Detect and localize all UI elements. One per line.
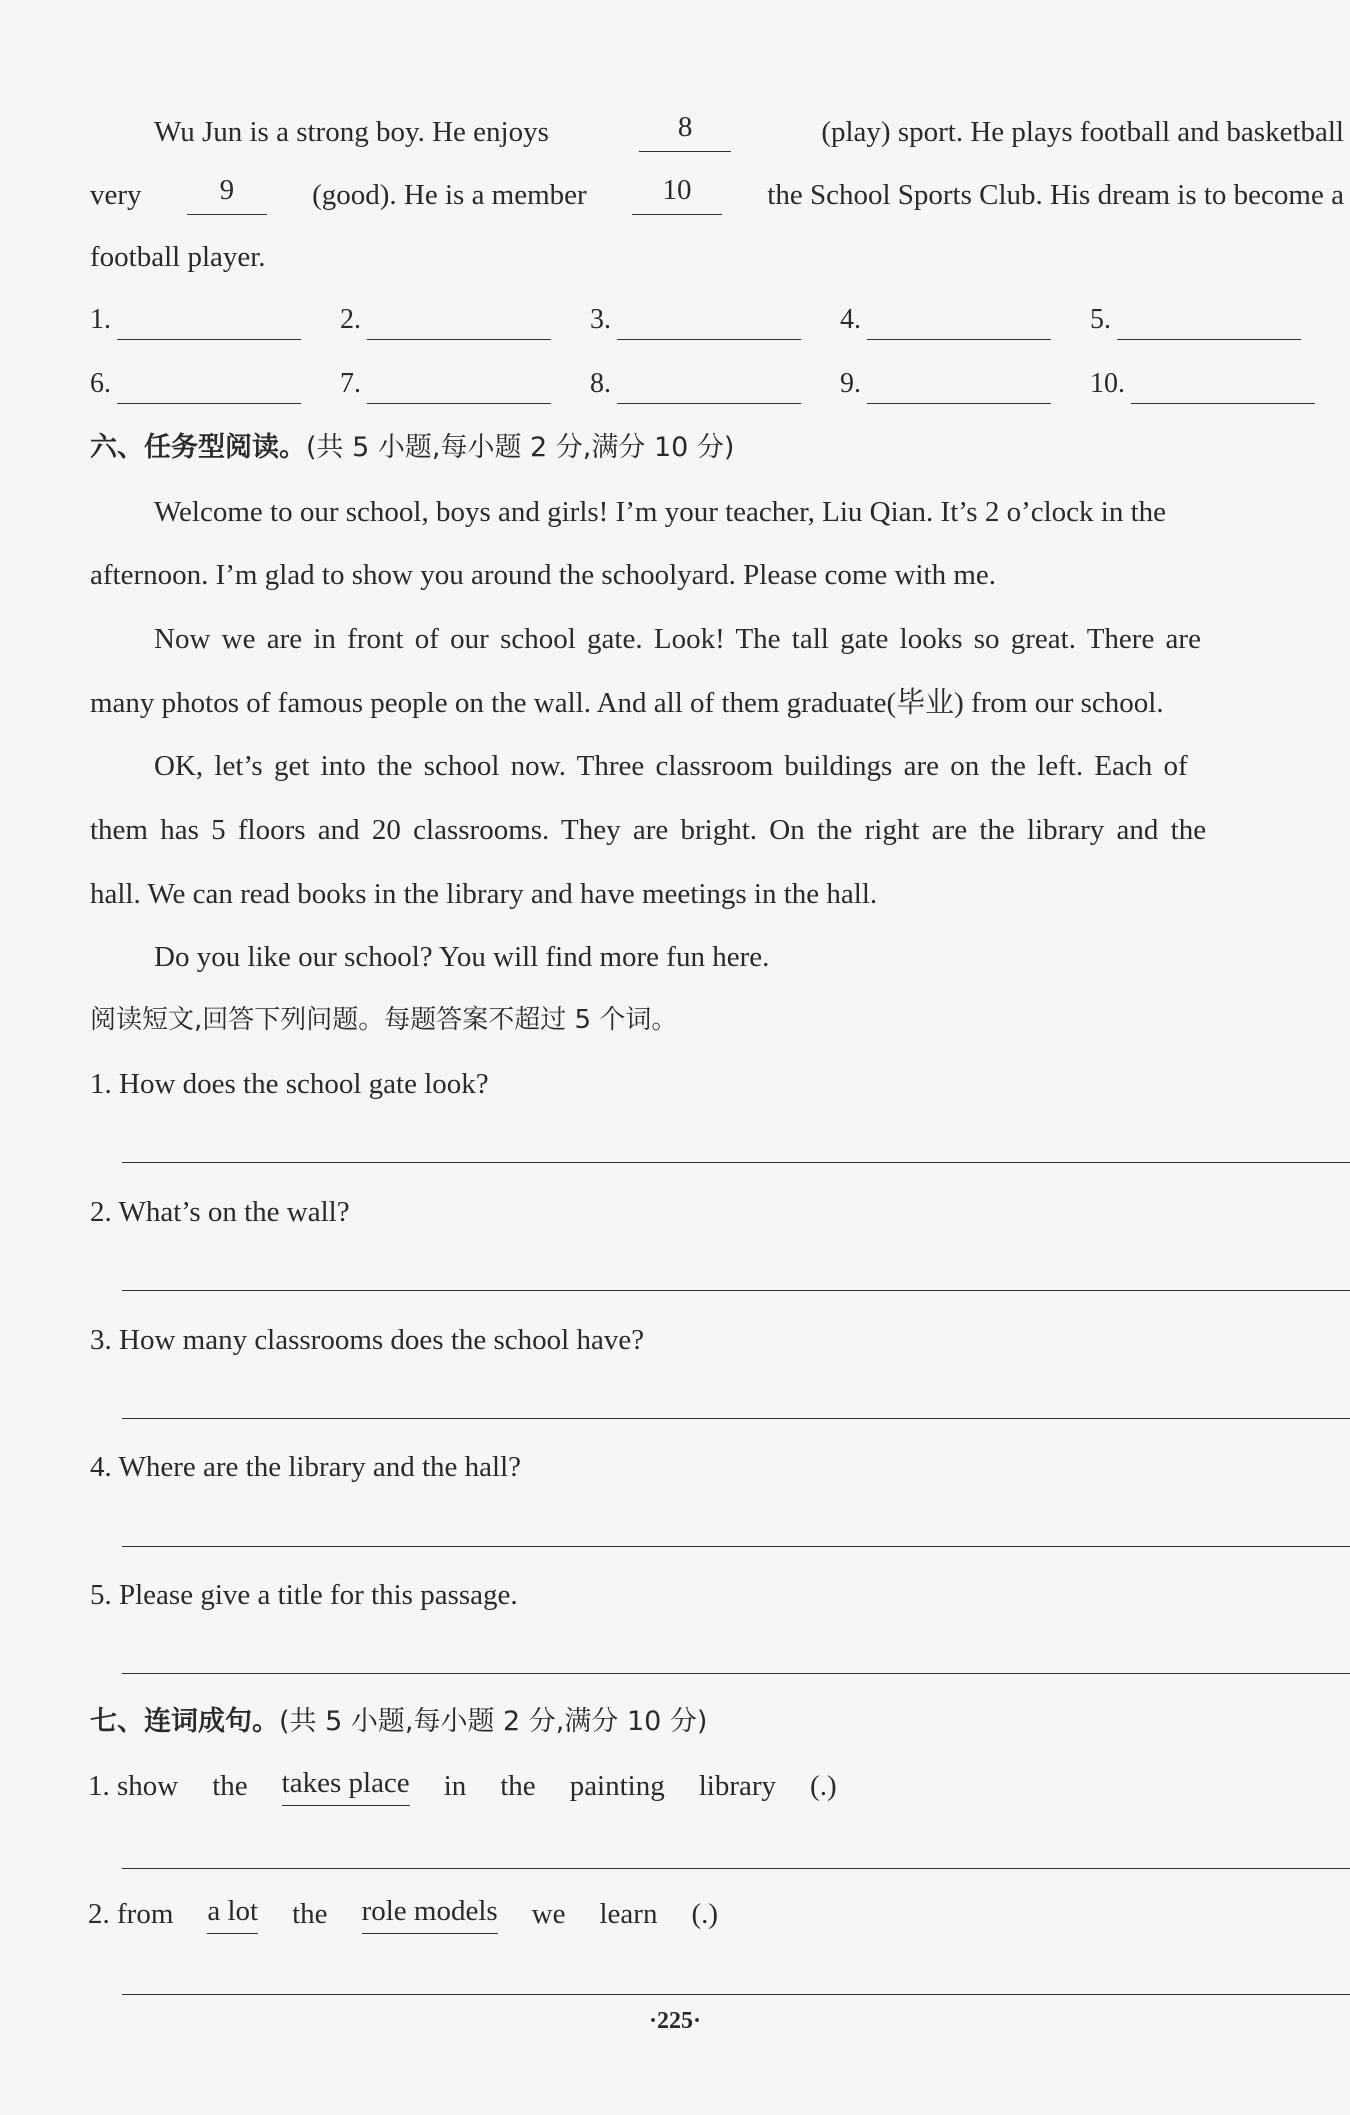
section6-passage-line: afternoon. I’m glad to show you around the schoolyard. Please come with me. [90,559,997,591]
fill-in-number: 8. [590,368,611,399]
word: learn [599,1898,658,1930]
question-3: 3. How many classrooms does the school have? [90,1324,645,1356]
word: painting [569,1770,665,1802]
passage5-text: (good). He is a member [312,179,587,211]
fill-in-item[interactable] [1090,300,1340,340]
fill-in-number: 3. [590,304,611,335]
passage5-line1 [154,112,1344,152]
section6-passage-line: Do you like our school? You will find more fun here. [154,941,770,973]
fill-in-item[interactable] [590,364,840,404]
section6-passage-line: OK, let’s get into the school now. Three classroom buildings are on the left. Each of [154,750,1188,782]
word: 2. from [88,1898,174,1930]
answer-line-1[interactable] [122,1162,1350,1163]
answer-line-2[interactable] [122,1290,1350,1291]
fill-in-item[interactable] [90,300,340,340]
section6-heading [90,428,734,468]
fill-in-number: 10. [1090,368,1125,399]
passage5-line2 [90,175,1344,215]
fill-in-item[interactable] [840,300,1090,340]
word-phrase: a lot [207,1894,258,1934]
word: we [531,1898,566,1930]
section7-title: 七、连词成句。 [90,1706,279,1737]
blank-9: 9 [187,175,267,215]
section6-passage-line: hall. We can read books in the library and have meetings in the hall. [90,878,878,910]
section6-instruction: 阅读短文,回答下列问题。每题答案不超过 5 个词。 [90,1005,678,1035]
word: library [698,1770,777,1802]
answer-line-4[interactable] [122,1546,1350,1547]
answer-line-s7-1[interactable] [122,1868,1350,1869]
word: the [292,1898,328,1930]
fill-in-item[interactable] [90,364,340,404]
blank-8: 8 [639,112,731,152]
section6-passage-line [154,492,1344,532]
question-4: 4. Where are the library and the hall? [90,1451,522,1483]
word: the [212,1770,248,1802]
question-2: 2. What’s on the wall? [90,1196,350,1228]
fill-in-item[interactable] [1090,364,1340,404]
answer-line-s7-2[interactable] [122,1994,1350,1995]
word: in [443,1770,467,1802]
fill-in-item[interactable] [840,364,1090,404]
passage-text: Welcome to our school, boys and girls! I’m your teacher, Liu Qian. It’s 2 o’clock in the [154,496,1167,528]
fill-in-number: 6. [90,368,111,399]
fill-in-item[interactable] [590,300,840,340]
fill-in-item[interactable] [340,364,590,404]
passage5-text: very [90,179,142,211]
blank-10: 10 [632,175,722,215]
fill-in-row-1 [90,300,1340,340]
answer-line-3[interactable] [122,1418,1350,1419]
passage5-text: (play) sport. He plays football and basketball [821,116,1344,148]
answer-line-5[interactable] [122,1673,1350,1674]
fill-in-number: 1. [90,304,111,335]
fill-in-number: 7. [340,368,361,399]
fill-in-item[interactable] [340,300,590,340]
fill-in-row-2 [90,364,1340,404]
word-phrase: role models [362,1894,498,1934]
word-phrase: takes place [282,1766,410,1806]
fill-in-number: 2. [340,304,361,335]
fill-in-number: 5. [1090,304,1111,335]
section7-points: (共 5 小题,每小题 2 分,满分 10 分) [279,1706,708,1737]
section6-title: 六、任务型阅读。 [90,432,306,463]
page-number: ·225· [648,2008,701,2034]
passage5-line3: football player. [90,241,266,273]
passage5-text: the School Sports Club. His dream is to become a [767,179,1344,211]
section6-passage-line: them has 5 floors and 20 classrooms. They are bright. On the right are the library and the [90,814,1207,846]
section7-heading [90,1702,707,1742]
section7-question-1 [88,1766,871,1806]
punctuation: (.) [810,1770,837,1802]
word: the [500,1770,536,1802]
fill-in-number: 4. [840,304,861,335]
question-1: 1. How does the school gate look? [90,1068,489,1100]
section6-passage-line: Now we are in front of our school gate. Look! The tall gate looks so great. There are [154,623,1201,655]
word: 1. show [88,1770,179,1802]
punctuation: (.) [691,1898,719,1930]
section6-passage-line: many photos of famous people on the wall. And all of them graduate(毕业) from our school. [90,687,1164,719]
question-5: 5. Please give a title for this passage. [90,1579,518,1611]
fill-in-number: 9. [840,368,861,399]
section6-points: (共 5 小题,每小题 2 分,满分 10 分) [306,432,735,463]
section7-question-2 [88,1894,752,1934]
passage5-text: Wu Jun is a strong boy. He enjoys [154,116,549,148]
